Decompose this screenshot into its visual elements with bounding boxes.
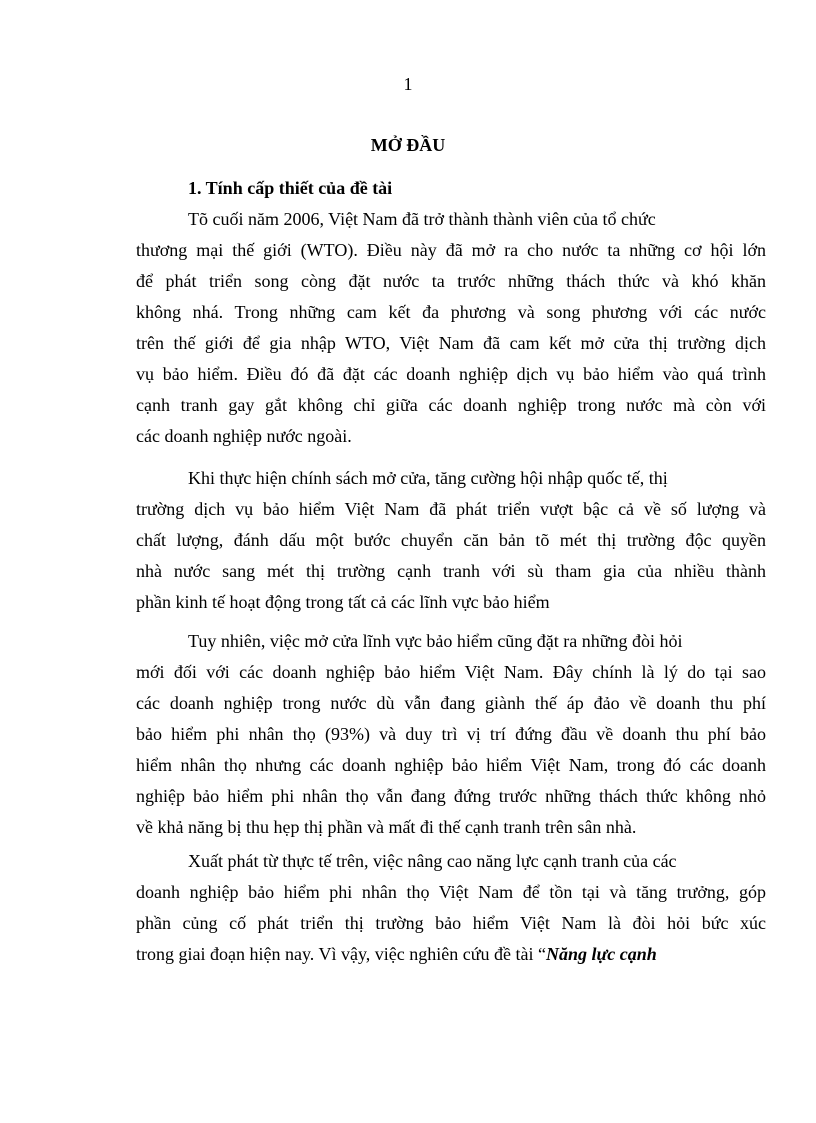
paragraph-1-line-8: các doanh nghiệp nước ngoài. — [136, 426, 352, 446]
paragraph-1-line-1: Tõ cuối năm 2006, Việt Nam đã trở thành thành viên của tổ chức — [188, 209, 656, 229]
paragraph-4-line-4 — [136, 942, 657, 966]
paragraph-1-line-2: thương mại thế giới (WTO). Điều này đã mở ra cho nước ta những cơ hội lớn — [136, 240, 766, 260]
paragraph-4-line-4-text: trong giai đoạn hiện nay. Vì vậy, việc nghiên cứu đề tài “ — [136, 944, 546, 964]
paragraph-2-line-1: Khi thực hiện chính sách mở cửa, tăng cường hội nhập quốc tế, thị — [188, 468, 668, 488]
paragraph-3-line-5: hiểm nhân thọ nhưng các doanh nghiệp bảo hiểm Việt Nam, trong đó các doanh — [136, 755, 766, 775]
paragraph-4-line-2: doanh nghiệp bảo hiểm phi nhân thọ Việt Nam để tồn tại và tăng trưởng, góp — [136, 882, 766, 902]
paragraph-1-line-7: cạnh tranh gay gắt không chỉ giữa các doanh nghiệp trong nước mà còn với — [136, 395, 766, 415]
paragraph-4-line-1: Xuất phát từ thực tế trên, việc nâng cao năng lực cạnh tranh của các — [188, 851, 677, 871]
paragraph-4-line-4-emphasis: Năng lực cạnh — [545, 944, 657, 964]
paragraph-3-line-6: nghiệp bảo hiểm phi nhân thọ vẫn đang đứng trước những thách thức không nhỏ — [136, 786, 766, 806]
paragraph-1-line-5: trên thế giới để gia nhập WTO, Việt Nam đã cam kết mở cửa thị trường dịch — [136, 333, 766, 353]
paragraph-2-line-2: trường dịch vụ bảo hiểm Việt Nam đã phát triển vượt bậc cả về số lượng và — [136, 499, 766, 519]
paragraph-3-line-7: về khả năng bị thu hẹp thị phần và mất đi thế cạnh tranh trên sân nhà. — [136, 817, 637, 837]
paragraph-3-line-2: mới đối với các doanh nghiệp bảo hiểm Việt Nam. Đây chính là lý do tại sao — [136, 662, 766, 682]
page-title: MỞ ĐẦU — [370, 135, 446, 155]
paragraph-3-line-4: bảo hiểm phi nhân thọ (93%) và duy trì vị trí đứng đầu về doanh thu phí bảo — [136, 724, 766, 744]
paragraph-2-line-4: nhà nước sang mét thị trường cạnh tranh với sù tham gia của nhiều thành — [136, 561, 766, 581]
paragraph-1-line-4: không nhá. Trong những cam kết đa phương và song phương với các nước — [136, 302, 766, 322]
page-number: 1 — [403, 74, 413, 94]
paragraph-1-line-3: để phát triển song còng đặt nước ta trước những thách thức và khó khăn — [136, 271, 766, 291]
paragraph-3-line-1: Tuy nhiên, việc mở cửa lĩnh vực bảo hiểm cũng đặt ra những đòi hỏi — [188, 631, 683, 651]
paragraph-3-line-3: các doanh nghiệp trong nước dù vẫn đang giành thế áp đảo về doanh thu phí — [136, 693, 766, 713]
paragraph-4-line-3: phần củng cố phát triển thị trường bảo hiểm Việt Nam là đòi hỏi bức xúc — [136, 913, 766, 933]
paragraph-2-line-5: phần kinh tế hoạt động trong tất cả các lĩnh vực bảo hiểm — [136, 592, 550, 612]
section-heading: 1. Tính cấp thiết của đề tài — [188, 178, 393, 198]
paragraph-2-line-3: chất lượng, đánh dấu một bước chuyển căn bản tõ mét thị trường độc quyền — [136, 530, 766, 550]
paragraph-1-line-6: vụ bảo hiểm. Điều đó đã đặt các doanh nghiệp dịch vụ bảo hiểm vào quá trình — [136, 364, 766, 384]
